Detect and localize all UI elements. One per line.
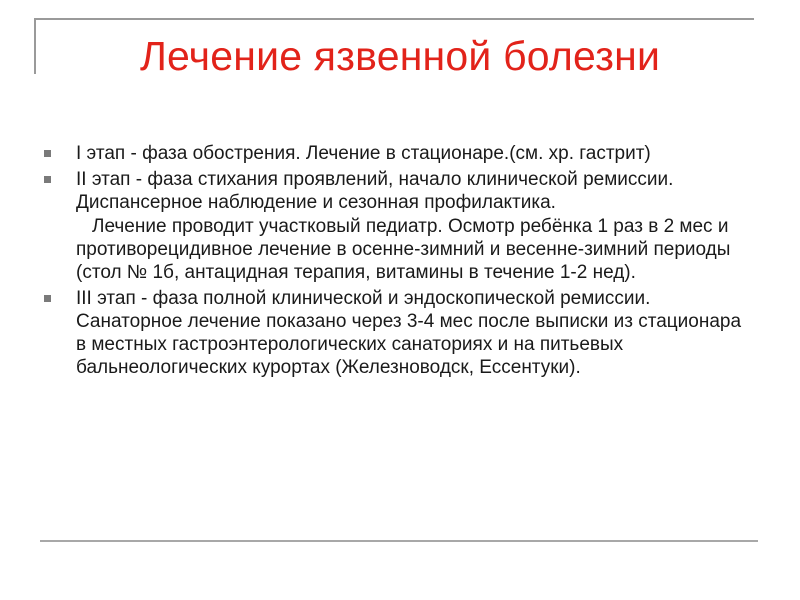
list-item <box>44 287 744 379</box>
list-item-text: III этап - фаза полной клинической и эндоскопической ремиссии. Санаторное лечение показано через 3-4 мес после выписки из стационара в местных гастроэнтерологических санаториях и на питьевых бальнеологических курортах (Железноводск, Ессентуки). <box>76 288 742 378</box>
square-bullet-icon <box>44 295 51 302</box>
frame-bottom-line <box>40 540 758 542</box>
frame-left-line <box>34 18 36 74</box>
list-item <box>44 142 744 165</box>
list-item <box>44 168 744 284</box>
square-bullet-icon <box>44 176 51 183</box>
list-item-continuation: Лечение проводит участковый педиатр. Осмотр ребёнка 1 раз в 2 мес и противорецидивное лечение в осенне-зимний и весенне-зимний периоды (стол № 1б, антацидная терапия, витамины в течение 1-2 нед). <box>76 216 731 283</box>
list-item-text: II этап - фаза стихания проявлений, начало клинической ремиссии. Диспансерное наблюдение и сезонная профилактика. <box>76 169 674 213</box>
square-bullet-icon <box>44 150 51 157</box>
bullet-list <box>44 142 744 382</box>
slide-title: Лечение язвенной болезни <box>139 33 661 79</box>
list-item-text: I этап - фаза обострения. Лечение в стационаре.(см. хр. гастрит) <box>76 143 651 164</box>
frame-top-line <box>34 18 754 20</box>
